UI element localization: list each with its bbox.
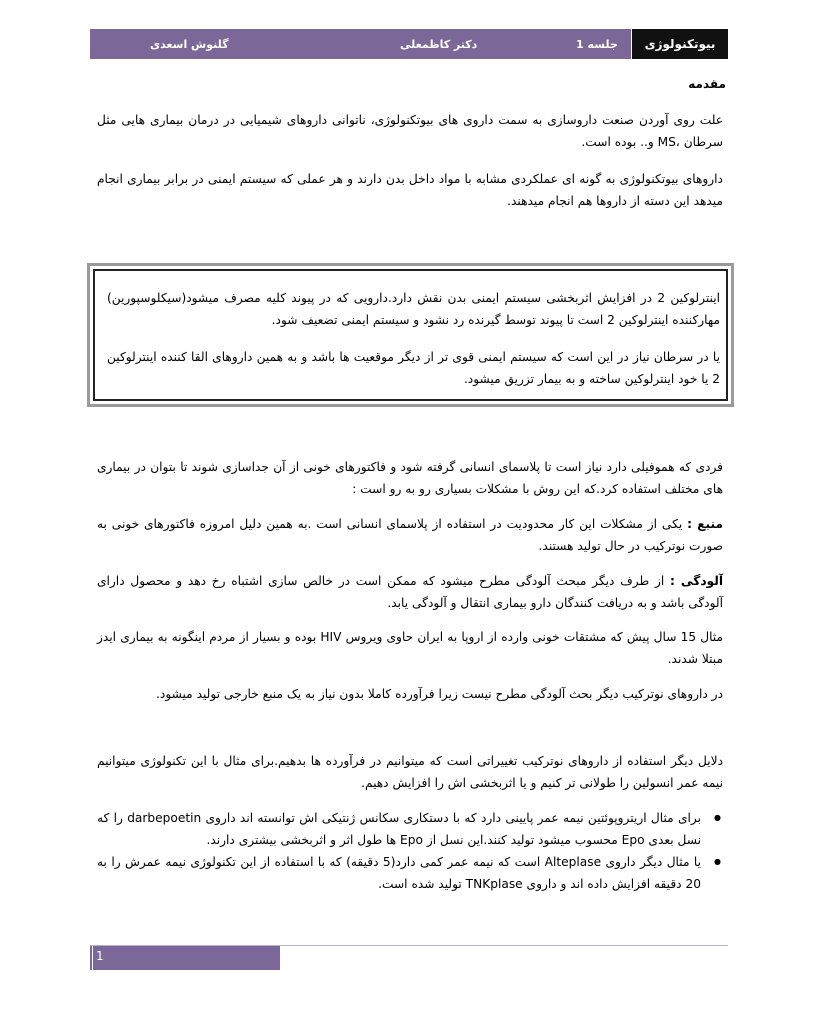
header-band [90,29,632,59]
recombinant-paragraph [97,683,723,705]
footer-tick [92,946,93,970]
header-lecturer: دکتر کاظمعلی [400,38,478,51]
examples-list [97,807,723,895]
source-paragraph [97,513,723,557]
intro-heading: مقدمه [688,77,726,91]
page-number: 1 [96,949,104,963]
list-item: ● یا مثال دیگر داروی Alteplase است که نیمه عمر کمی دارد(5 دقیقه) که با استفاده از این تکنولوژی نیمه عمرش را به 20 دقیقه افزایش داده اند و داروی TNKplase تولید شده است. [97,851,723,895]
contamination-paragraph [97,570,723,614]
hemophilia-paragraph [97,456,723,500]
hiv-example-paragraph [97,626,723,670]
source-text: یکی از مشکلات این کار محدودیت در استفاده از پلاسمای انسانی است .به همین دلیل امروزه فاکتورهای خونی به صورت نوترکیب در حال تولید هستند. [97,517,723,553]
hemophilia-text: فردی که هموفیلی دارد نیاز است تا پلاسمای انسانی گرفته شود و فاکتورهای خونی از آن جداسازی شوند تا بتوان در بیماری های مختلف استفاده کرد.که این روش با مشکلات بسیاری رو به رو است : [97,460,723,496]
page-footer [90,946,280,970]
header-divider [631,29,632,59]
note-paragraph-1: اینترلوکین 2 در افزایش اثربخشی سیستم ایمنی بدن نقش دارد.دارویی که در پیوند کلیه مصرف میشود(سیکلوسپورین) مهارکننده اینترلوکین 2 است تا پیوند توسط گیرنده رد نشود و سیستم ایمنی تضعیف شود. [107,291,720,327]
hiv-example-text: مثال 15 سال پیش که مشتقات خونی وارده از اروپا به ایران حاوی ویروس HIV بوده و بسیار از مردم اینگونه به بیماری ایدز مبتلا شدند. [97,630,723,666]
note-paragraph-2: یا در سرطان نیاز در این است که سیستم ایمنی قوی تر از دیگر موقعیت ها باشد و به همین داروهای القا کننده اینترلوکین 2 یا خود اینترلوکین ساخته و به بیمار تزریق میشود. [107,350,720,386]
other-reasons-paragraph [97,750,723,794]
interleukin-note-box [87,263,734,407]
header-course: بیوتکنولوژی [632,29,728,59]
header-author: گلنوش اسعدی [150,38,229,51]
other-reasons-text: دلایل دیگر استفاده از داروهای نوترکیب تغییراتی است که میتوانیم در فرآورده ها بدهیم.برای مثال با این تکنولوژی میتوانیم نیمه عمر انسولین را طولانی تر کنیم و یا اثربخشی اش را افزایش دهیم. [97,754,723,790]
list-item: ● برای مثال اریتروپوئتین نیمه عمر پایینی دارد که با دستکاری سکانس ژنتیکی اش توانسته اند داروی darbepoetin را که نسل بعدی Epo محسوب میشود تولید کنند.این نسل از Epo ها طول اثر و اثربخشی بیشتری دارند. [97,807,723,851]
recombinant-text: در داروهای نوترکیب دیگر بحث آلودگی مطرح نیست زیرا فرآورده کاملا بدون نیاز به یک منبع خارجی تولید میشود. [156,687,723,701]
contamination-text: از طرف دیگر مبحث آلودگی مطرح میشود که ممکن است در خالص سازی اشتباه رخ دهد و محصول دارای آلودگی باشد و به دریافت کنندگان دارو بیماری انتقال و آلودگی یابد. [97,574,723,610]
intro-paragraph-1 [97,109,723,153]
page-header [90,29,728,59]
contamination-label: آلودگی : [669,574,723,588]
intro-text-2: داروهای بیوتکنولوژی به گونه ای عملکردی مشابه با مواد داخل بدن دارند و هر عملی که سیستم ایمنی در برابر بیماری انجام میدهد این دسته از داروها هم انجام میدهند. [97,172,723,208]
note-box-border [93,269,728,401]
header-session: جلسه 1 [576,38,618,51]
source-label: منبع : [687,517,723,531]
intro-text-1: علت روی آوردن صنعت داروسازی به سمت داروی های بیوتکنولوژی، ناتوانی داروهای شیمیایی در درمان بیماری هایی مثل سرطان ،MS و.. بوده است. [97,113,723,149]
intro-paragraph-2 [97,168,723,212]
